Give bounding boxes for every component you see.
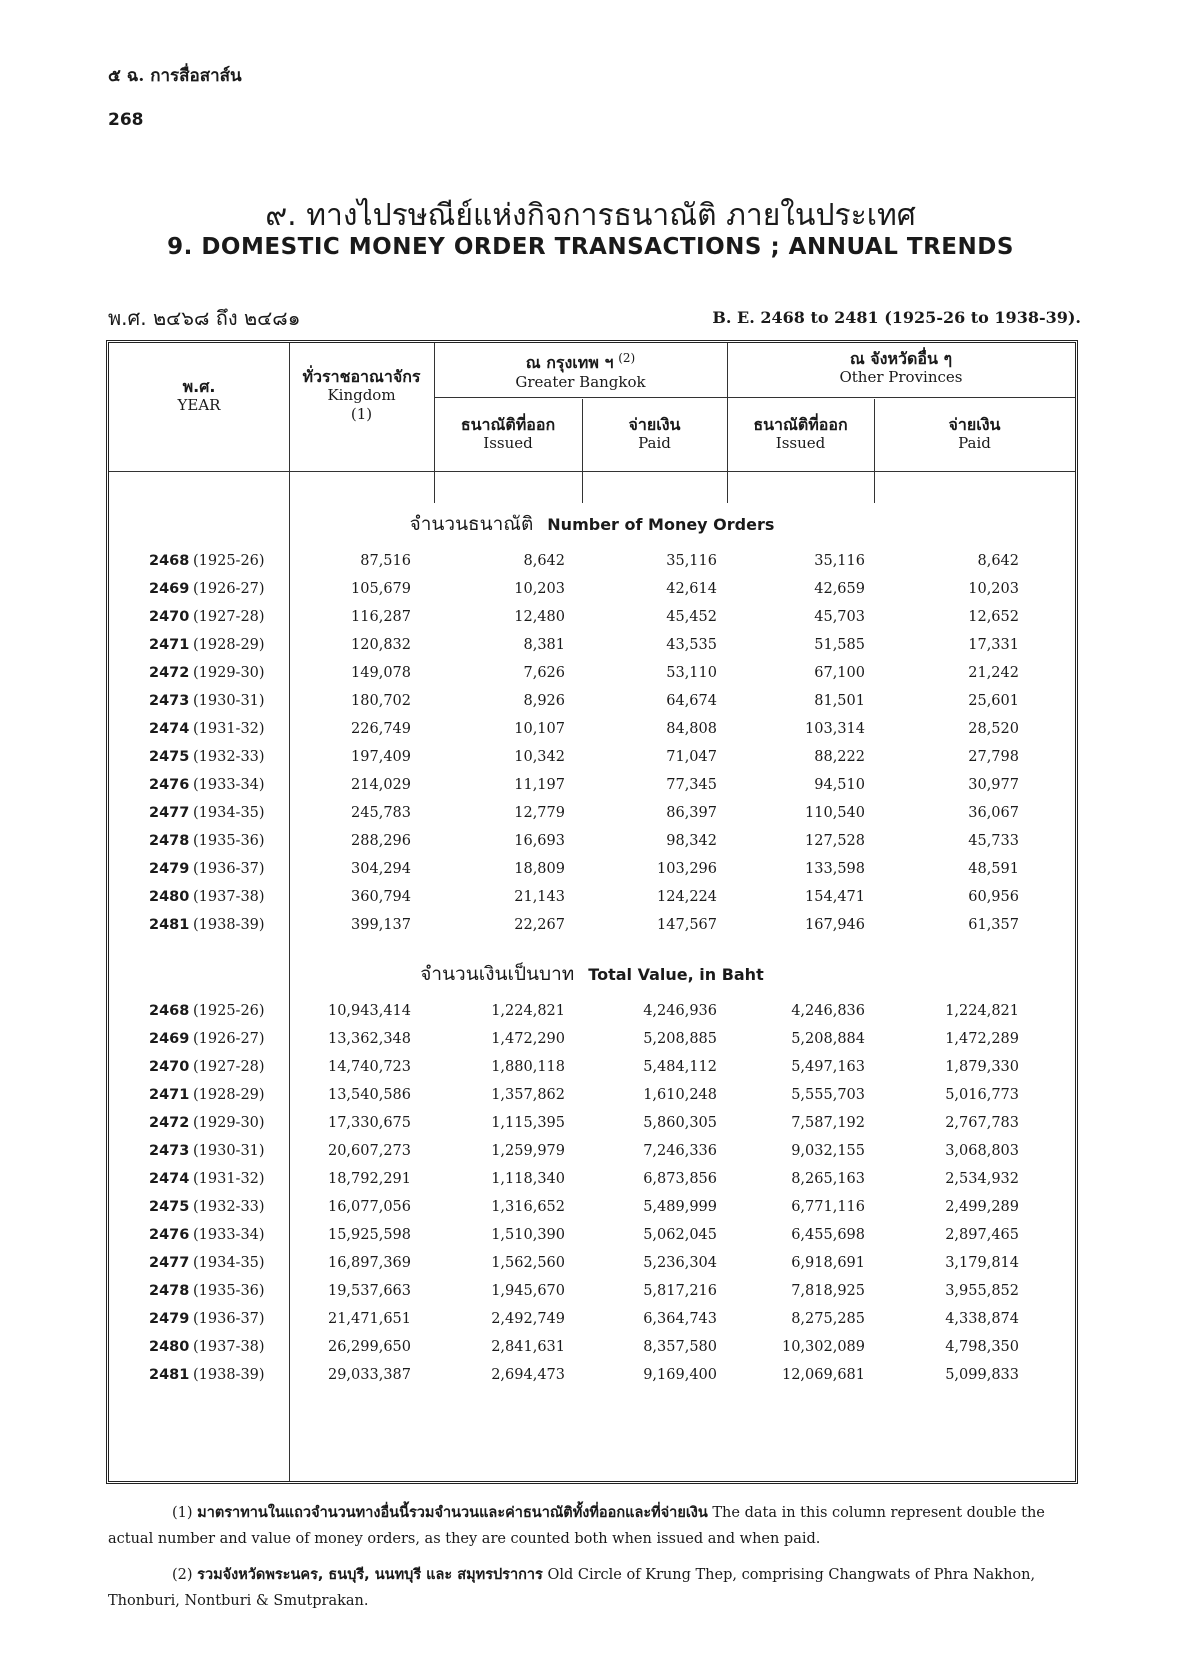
bangkok-header-note: (2) bbox=[618, 351, 636, 365]
bangkok-issued-cell: 2,492,749 bbox=[491, 1311, 565, 1327]
provinces-paid-cell: 2,897,465 bbox=[945, 1227, 1019, 1243]
year-cell: 2481 bbox=[149, 917, 190, 933]
kingdom-cell: 26,299,650 bbox=[327, 1339, 411, 1355]
bangkok-paid-cell: 64,674 bbox=[666, 693, 717, 709]
bangkok-paid-cell: 35,116 bbox=[666, 553, 717, 569]
section-title-thai: จำนวนเงินเป็นบาท bbox=[420, 963, 575, 985]
table-row bbox=[109, 1367, 1075, 1396]
provinces-issued-cell: 45,703 bbox=[814, 609, 865, 625]
gregorian-year-cell: (1929-30) bbox=[193, 665, 265, 681]
footnote-2 bbox=[108, 1562, 1080, 1614]
bangkok-issued-cell: 1,945,670 bbox=[491, 1283, 565, 1299]
kingdom-cell: 399,137 bbox=[351, 917, 411, 933]
bangkok-paid-cell: 9,169,400 bbox=[643, 1367, 717, 1383]
provinces-issued-cell: 42,659 bbox=[814, 581, 865, 597]
header-divider bbox=[434, 397, 1075, 398]
provinces-issued-cell: 5,555,703 bbox=[791, 1087, 865, 1103]
header-divider bbox=[109, 471, 1075, 472]
provinces-issued-cell: 6,771,116 bbox=[791, 1199, 865, 1215]
bangkok-issued-cell: 1,259,979 bbox=[491, 1143, 565, 1159]
year-cell: 2480 bbox=[149, 889, 190, 905]
kingdom-cell: 87,516 bbox=[360, 553, 411, 569]
year-cell: 2468 bbox=[149, 553, 190, 569]
provinces-paid-cell: 1,224,821 bbox=[945, 1003, 1019, 1019]
footnote-english: Old Circle of Krung Thep, comprising Changwats of Phra Nakhon, Thonburi, Nontburi & Smutprakan. bbox=[108, 1567, 1036, 1609]
year-header bbox=[109, 377, 289, 415]
provinces-paid-cell: 30,977 bbox=[968, 777, 1019, 793]
year-cell: 2469 bbox=[149, 581, 190, 597]
provinces-paid-cell: 61,357 bbox=[968, 917, 1019, 933]
year-cell: 2479 bbox=[149, 861, 190, 877]
table-row bbox=[109, 665, 1075, 694]
provinces-paid-cell: 45,733 bbox=[968, 833, 1019, 849]
bangkok-paid-cell: 5,236,304 bbox=[643, 1255, 717, 1271]
section-title-english: Total Value, in Baht bbox=[588, 965, 764, 984]
bangkok-issued-cell: 1,562,560 bbox=[491, 1255, 565, 1271]
provinces-paid-cell: 1,879,330 bbox=[945, 1059, 1019, 1075]
kingdom-cell: 18,792,291 bbox=[327, 1171, 411, 1187]
bangkok-paid-cell: 147,567 bbox=[657, 917, 717, 933]
provinces-issued-cell: 133,598 bbox=[805, 861, 865, 877]
year-cell: 2470 bbox=[149, 1059, 190, 1075]
provinces-header-thai: ณ จังหวัดอื่น ๆ bbox=[849, 349, 953, 368]
provinces-paid-cell: 8,642 bbox=[977, 553, 1019, 569]
issued-header-english: Issued bbox=[483, 434, 533, 452]
provinces-issued-cell: 5,497,163 bbox=[791, 1059, 865, 1075]
provinces-paid-cell: 3,955,852 bbox=[945, 1283, 1019, 1299]
table-row bbox=[109, 805, 1075, 834]
gregorian-year-cell: (1938-39) bbox=[193, 1367, 265, 1383]
provinces-paid-cell: 2,499,289 bbox=[945, 1199, 1019, 1215]
bangkok-issued-cell: 8,926 bbox=[523, 693, 565, 709]
kingdom-cell: 10,943,414 bbox=[327, 1003, 411, 1019]
provinces-paid-cell: 60,956 bbox=[968, 889, 1019, 905]
paid-header-thai: จ่ายเงิน bbox=[948, 415, 1001, 434]
bangkok-paid-cell: 6,364,743 bbox=[643, 1311, 717, 1327]
kingdom-cell: 16,897,369 bbox=[327, 1255, 411, 1271]
year-cell: 2476 bbox=[149, 1227, 190, 1243]
gregorian-year-cell: (1936-37) bbox=[193, 1311, 265, 1327]
bangkok-issued-cell: 8,381 bbox=[523, 637, 565, 653]
gregorian-year-cell: (1928-29) bbox=[193, 1087, 265, 1103]
section-label: ๕ ฉ. การสื่อสาส์น bbox=[108, 66, 242, 86]
year-cell: 2474 bbox=[149, 1171, 190, 1187]
bangkok-issued-cell: 10,342 bbox=[514, 749, 565, 765]
bangkok-paid-cell: 71,047 bbox=[666, 749, 717, 765]
table-row bbox=[109, 861, 1075, 890]
table-row bbox=[109, 833, 1075, 862]
gregorian-year-cell: (1926-27) bbox=[193, 1031, 265, 1047]
kingdom-cell: 116,287 bbox=[351, 609, 411, 625]
gregorian-year-cell: (1937-38) bbox=[193, 889, 265, 905]
kingdom-cell: 17,330,675 bbox=[327, 1115, 411, 1131]
year-header-thai: พ.ศ. bbox=[182, 377, 216, 396]
bangkok-issued-cell: 1,510,390 bbox=[491, 1227, 565, 1243]
footnote-thai: มาตราทานในแถวจำนวนทางอื่นนี้รวมจำนวนและค่าธนาณัติทั้งที่ออกและที่จ่ายเงิน bbox=[197, 1505, 708, 1521]
year-cell: 2473 bbox=[149, 1143, 190, 1159]
bangkok-paid-header bbox=[582, 415, 727, 453]
kingdom-cell: 29,033,387 bbox=[327, 1367, 411, 1383]
table-row bbox=[109, 1199, 1075, 1228]
provinces-header-english: Other Provinces bbox=[839, 368, 963, 386]
bangkok-paid-cell: 53,110 bbox=[666, 665, 717, 681]
provinces-paid-header bbox=[874, 415, 1075, 453]
bangkok-header bbox=[434, 349, 727, 392]
bangkok-paid-cell: 45,452 bbox=[666, 609, 717, 625]
bangkok-paid-cell: 4,246,936 bbox=[643, 1003, 717, 1019]
table-row bbox=[109, 581, 1075, 610]
gregorian-year-cell: (1937-38) bbox=[193, 1339, 265, 1355]
provinces-issued-cell: 67,100 bbox=[814, 665, 865, 681]
kingdom-header-note: (1) bbox=[350, 405, 373, 423]
table-row bbox=[109, 917, 1075, 946]
provinces-issued-cell: 167,946 bbox=[805, 917, 865, 933]
provinces-issued-cell: 81,501 bbox=[814, 693, 865, 709]
gregorian-year-cell: (1929-30) bbox=[193, 1115, 265, 1131]
bangkok-issued-cell: 1,880,118 bbox=[491, 1059, 565, 1075]
table-row bbox=[109, 1059, 1075, 1088]
provinces-issued-cell: 9,032,155 bbox=[791, 1143, 865, 1159]
bangkok-header-english: Greater Bangkok bbox=[515, 373, 646, 391]
bangkok-issued-cell: 22,267 bbox=[514, 917, 565, 933]
year-cell: 2470 bbox=[149, 609, 190, 625]
table-row bbox=[109, 777, 1075, 806]
bangkok-issued-cell: 10,203 bbox=[514, 581, 565, 597]
bangkok-paid-cell: 5,062,045 bbox=[643, 1227, 717, 1243]
section-title-number bbox=[109, 509, 1075, 539]
bangkok-issued-cell: 11,197 bbox=[514, 777, 565, 793]
table-row bbox=[109, 1171, 1075, 1200]
provinces-issued-cell: 94,510 bbox=[814, 777, 865, 793]
provinces-issued-cell: 154,471 bbox=[805, 889, 865, 905]
provinces-paid-cell: 4,798,350 bbox=[945, 1339, 1019, 1355]
bangkok-paid-cell: 1,610,248 bbox=[643, 1087, 717, 1103]
kingdom-cell: 15,925,598 bbox=[327, 1227, 411, 1243]
provinces-paid-cell: 36,067 bbox=[968, 805, 1019, 821]
kingdom-cell: 149,078 bbox=[351, 665, 411, 681]
kingdom-cell: 288,296 bbox=[351, 833, 411, 849]
year-cell: 2471 bbox=[149, 637, 190, 653]
provinces-issued-cell: 8,265,163 bbox=[791, 1171, 865, 1187]
bangkok-issued-cell: 18,809 bbox=[514, 861, 565, 877]
bangkok-paid-cell: 6,873,856 bbox=[643, 1171, 717, 1187]
gregorian-year-cell: (1931-32) bbox=[193, 1171, 265, 1187]
footnote-marker: (1) bbox=[172, 1505, 193, 1521]
bangkok-header-thai: ณ กรุงเทพ ฯ bbox=[525, 353, 614, 372]
bangkok-paid-cell: 77,345 bbox=[666, 777, 717, 793]
kingdom-cell: 19,537,663 bbox=[327, 1283, 411, 1299]
bangkok-paid-cell: 5,817,216 bbox=[643, 1283, 717, 1299]
paid-header-thai: จ่ายเงิน bbox=[628, 415, 681, 434]
year-cell: 2468 bbox=[149, 1003, 190, 1019]
gregorian-year-cell: (1932-33) bbox=[193, 749, 265, 765]
provinces-issued-cell: 4,246,836 bbox=[791, 1003, 865, 1019]
year-cell: 2479 bbox=[149, 1311, 190, 1327]
table-title-thai: ๙. ทางไปรษณีย์แห่งกิจการธนาณัติ ภายในประเทศ bbox=[265, 198, 916, 233]
provinces-paid-cell: 3,068,803 bbox=[945, 1143, 1019, 1159]
gregorian-year-cell: (1931-32) bbox=[193, 721, 265, 737]
period-english: B. E. 2468 to 2481 (1925-26 to 1938-39). bbox=[712, 308, 1081, 327]
kingdom-cell: 14,740,723 bbox=[327, 1059, 411, 1075]
section-title-thai: จำนวนธนาณัติ bbox=[409, 513, 534, 535]
bangkok-issued-cell: 12,779 bbox=[514, 805, 565, 821]
bangkok-paid-cell: 5,208,885 bbox=[643, 1031, 717, 1047]
year-cell: 2478 bbox=[149, 1283, 190, 1299]
bangkok-issued-cell: 16,693 bbox=[514, 833, 565, 849]
kingdom-cell: 245,783 bbox=[351, 805, 411, 821]
footnote-marker: (2) bbox=[172, 1567, 193, 1583]
bangkok-paid-cell: 86,397 bbox=[666, 805, 717, 821]
gregorian-year-cell: (1932-33) bbox=[193, 1199, 265, 1215]
provinces-paid-cell: 17,331 bbox=[968, 637, 1019, 653]
paid-header-english: Paid bbox=[638, 434, 671, 452]
bangkok-paid-cell: 103,296 bbox=[657, 861, 717, 877]
kingdom-cell: 226,749 bbox=[351, 721, 411, 737]
year-cell: 2481 bbox=[149, 1367, 190, 1383]
bangkok-issued-cell: 2,841,631 bbox=[491, 1339, 565, 1355]
provinces-issued-cell: 10,302,089 bbox=[781, 1339, 865, 1355]
bangkok-paid-cell: 8,357,580 bbox=[643, 1339, 717, 1355]
provinces-issued-cell: 110,540 bbox=[805, 805, 865, 821]
table-row bbox=[109, 637, 1075, 666]
provinces-paid-cell: 2,534,932 bbox=[945, 1171, 1019, 1187]
provinces-paid-cell: 2,767,783 bbox=[945, 1115, 1019, 1131]
bangkok-paid-cell: 5,489,999 bbox=[643, 1199, 717, 1215]
paid-header-english: Paid bbox=[958, 434, 991, 452]
gregorian-year-cell: (1930-31) bbox=[193, 1143, 265, 1159]
bangkok-issued-cell: 1,118,340 bbox=[491, 1171, 565, 1187]
bangkok-issued-cell: 2,694,473 bbox=[491, 1367, 565, 1383]
gregorian-year-cell: (1927-28) bbox=[193, 609, 265, 625]
provinces-issued-cell: 88,222 bbox=[814, 749, 865, 765]
gregorian-year-cell: (1934-35) bbox=[193, 805, 265, 821]
provinces-paid-cell: 5,099,833 bbox=[945, 1367, 1019, 1383]
year-cell: 2477 bbox=[149, 805, 190, 821]
bangkok-issued-cell: 21,143 bbox=[514, 889, 565, 905]
provinces-header bbox=[727, 349, 1075, 387]
footnote-thai: รวมจังหวัดพระนคร, ธนบุรี, นนทบุรี และ สมุทรปราการ bbox=[197, 1567, 543, 1583]
year-cell: 2480 bbox=[149, 1339, 190, 1355]
footnote-english: The data in this column represent double the actual number and value of money orders, as they are counted both when issued and when paid. bbox=[108, 1505, 1045, 1547]
provinces-issued-cell: 5,208,884 bbox=[791, 1031, 865, 1047]
bangkok-paid-cell: 7,246,336 bbox=[643, 1143, 717, 1159]
kingdom-cell: 180,702 bbox=[351, 693, 411, 709]
gregorian-year-cell: (1925-26) bbox=[193, 1003, 265, 1019]
section-title-english: Number of Money Orders bbox=[547, 515, 775, 534]
table-row bbox=[109, 1003, 1075, 1032]
gregorian-year-cell: (1927-28) bbox=[193, 1059, 265, 1075]
provinces-issued-cell: 7,818,925 bbox=[791, 1283, 865, 1299]
provinces-issued-cell: 12,069,681 bbox=[781, 1367, 865, 1383]
bangkok-paid-cell: 84,808 bbox=[666, 721, 717, 737]
provinces-paid-cell: 10,203 bbox=[968, 581, 1019, 597]
kingdom-cell: 105,679 bbox=[351, 581, 411, 597]
gregorian-year-cell: (1928-29) bbox=[193, 637, 265, 653]
table-row bbox=[109, 889, 1075, 918]
bangkok-issued-header bbox=[434, 415, 582, 453]
gregorian-year-cell: (1933-34) bbox=[193, 1227, 265, 1243]
gregorian-year-cell: (1935-36) bbox=[193, 833, 265, 849]
kingdom-cell: 197,409 bbox=[351, 749, 411, 765]
bangkok-issued-cell: 1,472,290 bbox=[491, 1031, 565, 1047]
provinces-paid-cell: 25,601 bbox=[968, 693, 1019, 709]
issued-header-thai: ธนาณัติที่ออก bbox=[460, 415, 556, 434]
year-cell: 2474 bbox=[149, 721, 190, 737]
bangkok-paid-cell: 98,342 bbox=[666, 833, 717, 849]
bangkok-issued-cell: 10,107 bbox=[514, 721, 565, 737]
bangkok-paid-cell: 5,860,305 bbox=[643, 1115, 717, 1131]
table-row bbox=[109, 1339, 1075, 1368]
bangkok-issued-cell: 1,357,862 bbox=[491, 1087, 565, 1103]
table-row bbox=[109, 1227, 1075, 1256]
gregorian-year-cell: (1938-39) bbox=[193, 917, 265, 933]
year-cell: 2475 bbox=[149, 1199, 190, 1215]
provinces-paid-cell: 4,338,874 bbox=[945, 1311, 1019, 1327]
provinces-issued-cell: 35,116 bbox=[814, 553, 865, 569]
year-header-english: YEAR bbox=[177, 396, 221, 414]
year-cell: 2475 bbox=[149, 749, 190, 765]
provinces-issued-cell: 51,585 bbox=[814, 637, 865, 653]
kingdom-header-thai: ทั่วราชอาณาจักร bbox=[302, 367, 421, 386]
table-row bbox=[109, 721, 1075, 750]
footnote-1 bbox=[108, 1500, 1080, 1552]
kingdom-cell: 214,029 bbox=[351, 777, 411, 793]
kingdom-cell: 16,077,056 bbox=[327, 1199, 411, 1215]
table-row bbox=[109, 609, 1075, 638]
gregorian-year-cell: (1930-31) bbox=[193, 693, 265, 709]
year-cell: 2472 bbox=[149, 1115, 190, 1131]
provinces-issued-cell: 127,528 bbox=[805, 833, 865, 849]
table-row bbox=[109, 1087, 1075, 1116]
provinces-paid-cell: 5,016,773 bbox=[945, 1087, 1019, 1103]
kingdom-cell: 21,471,651 bbox=[327, 1311, 411, 1327]
bangkok-paid-cell: 43,535 bbox=[666, 637, 717, 653]
section-title-value bbox=[109, 959, 1075, 989]
gregorian-year-cell: (1936-37) bbox=[193, 861, 265, 877]
gregorian-year-cell: (1926-27) bbox=[193, 581, 265, 597]
kingdom-header-english: Kingdom bbox=[327, 386, 396, 404]
provinces-paid-cell: 1,472,289 bbox=[945, 1031, 1019, 1047]
table-row bbox=[109, 1255, 1075, 1284]
bangkok-issued-cell: 1,115,395 bbox=[491, 1115, 565, 1131]
provinces-paid-cell: 21,242 bbox=[968, 665, 1019, 681]
kingdom-cell: 304,294 bbox=[351, 861, 411, 877]
table-row bbox=[109, 553, 1075, 582]
gregorian-year-cell: (1925-26) bbox=[193, 553, 265, 569]
provinces-issued-cell: 103,314 bbox=[805, 721, 865, 737]
provinces-issued-cell: 6,455,698 bbox=[791, 1227, 865, 1243]
table-row bbox=[109, 1031, 1075, 1060]
year-cell: 2477 bbox=[149, 1255, 190, 1271]
gregorian-year-cell: (1933-34) bbox=[193, 777, 265, 793]
issued-header-thai: ธนาณัติที่ออก bbox=[753, 415, 848, 434]
data-table bbox=[106, 340, 1078, 1484]
year-cell: 2471 bbox=[149, 1087, 190, 1103]
bangkok-issued-cell: 7,626 bbox=[523, 665, 565, 681]
kingdom-cell: 13,362,348 bbox=[327, 1031, 411, 1047]
kingdom-header bbox=[289, 367, 434, 424]
year-cell: 2473 bbox=[149, 693, 190, 709]
kingdom-cell: 13,540,586 bbox=[327, 1087, 411, 1103]
table-title-english: 9. DOMESTIC MONEY ORDER TRANSACTIONS ; ANNUAL TRENDS bbox=[167, 234, 1014, 260]
issued-header-english: Issued bbox=[775, 434, 826, 452]
bangkok-issued-cell: 8,642 bbox=[523, 553, 565, 569]
page-number: 268 bbox=[108, 110, 144, 130]
provinces-issued-cell: 8,275,285 bbox=[791, 1311, 865, 1327]
gregorian-year-cell: (1935-36) bbox=[193, 1283, 265, 1299]
bangkok-paid-cell: 124,224 bbox=[657, 889, 717, 905]
bangkok-issued-cell: 1,316,652 bbox=[491, 1199, 565, 1215]
bangkok-issued-cell: 1,224,821 bbox=[491, 1003, 565, 1019]
bangkok-paid-cell: 5,484,112 bbox=[643, 1059, 717, 1075]
year-cell: 2478 bbox=[149, 833, 190, 849]
provinces-paid-cell: 48,591 bbox=[968, 861, 1019, 877]
provinces-issued-cell: 6,918,691 bbox=[791, 1255, 865, 1271]
provinces-paid-cell: 28,520 bbox=[968, 721, 1019, 737]
table-row bbox=[109, 1283, 1075, 1312]
kingdom-cell: 120,832 bbox=[351, 637, 411, 653]
provinces-paid-cell: 3,179,814 bbox=[945, 1255, 1019, 1271]
provinces-issued-cell: 7,587,192 bbox=[791, 1115, 865, 1131]
table-row bbox=[109, 1143, 1075, 1172]
table-row bbox=[109, 749, 1075, 778]
year-cell: 2472 bbox=[149, 665, 190, 681]
bangkok-paid-cell: 42,614 bbox=[666, 581, 717, 597]
kingdom-cell: 360,794 bbox=[351, 889, 411, 905]
table-row bbox=[109, 1311, 1075, 1340]
kingdom-cell: 20,607,273 bbox=[327, 1143, 411, 1159]
provinces-paid-cell: 12,652 bbox=[968, 609, 1019, 625]
year-cell: 2476 bbox=[149, 777, 190, 793]
period-thai: พ.ศ. ๒๔๖๘ ถึง ๒๔๘๑ bbox=[108, 306, 301, 330]
provinces-issued-header bbox=[727, 415, 874, 453]
year-cell: 2469 bbox=[149, 1031, 190, 1047]
gregorian-year-cell: (1934-35) bbox=[193, 1255, 265, 1271]
table-row bbox=[109, 693, 1075, 722]
bangkok-issued-cell: 12,480 bbox=[514, 609, 565, 625]
provinces-paid-cell: 27,798 bbox=[968, 749, 1019, 765]
table-row bbox=[109, 1115, 1075, 1144]
